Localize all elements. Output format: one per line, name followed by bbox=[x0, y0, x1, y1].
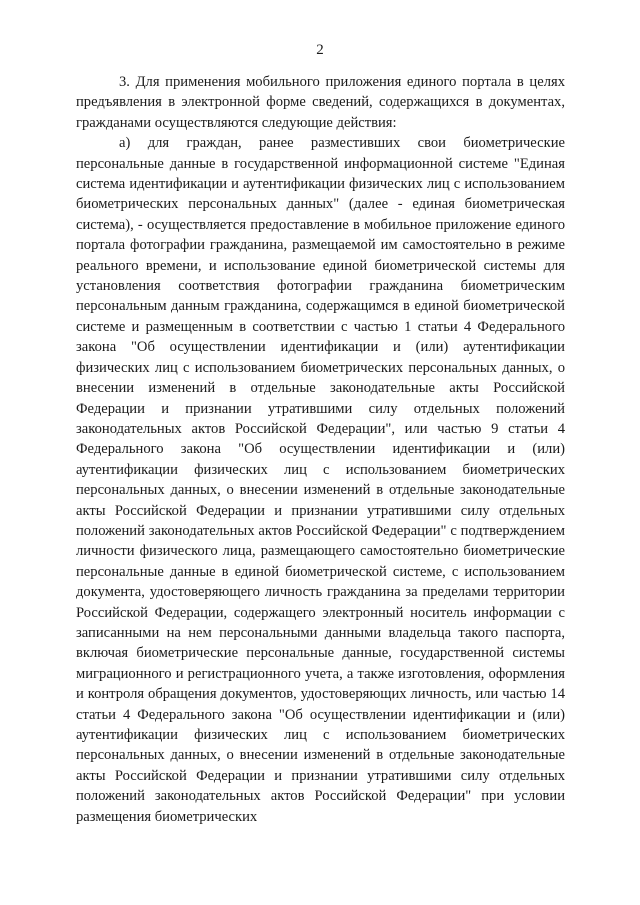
page-number: 2 bbox=[316, 42, 324, 58]
document-body bbox=[76, 72, 565, 827]
paragraph-subitem-a: а) для граждан, ранее разместивших свои биометрические персональные данные в государственной информационной системе "Единая система идентификации и аутентификации физических лиц с использованием биометрических персональных данных" (далее - единая биометрическая система), - осуществляется предоставление в мобильное приложение единого портала фотографии гражданина, размещаемой им самостоятельно в режиме реального времени, и использование единой биометрической системы для установления соответствия фотографии гражданина биометрическим персональным данным гражданина, содержащимся в единой биометрической системе и размещенным в соответствии с частью 1 статьи 4 Федерального закона "Об осуществлении идентификации и (или) аутентификации физических лиц с использованием биометрических персональных данных, о внесении изменений в отдельные законодательные акты Российской Федерации и признании утратившими силу отдельных положений законодательных актов Российской Федерации", или частью 9 статьи 4 Федерального закона "Об осуществлении идентификации и (или) аутентификации физических лиц с использованием биометрических персональных данных, о внесении изменений в отдельные законодательные акты Российской Федерации и признании утратившими силу отдельных положений законодательных актов Российской Федерации" с подтверждением личности физического лица, размещающего самостоятельно биометрические персональные данные в единой биометрической системе, с использованием документа, удостоверяющего личность гражданина за пределами территории Российской Федерации, содержащего электронный носитель информации с записанными на нем персональными данными владельца такого паспорта, включая биометрические персональные данные, государственной системы миграционного и регистрационного учета, а также изготовления, оформления и контроля обращения документов, удостоверяющих личность, или частью 14 статьи 4 Федерального закона "Об осуществлении идентификации и (или) аутентификации физических лиц с использованием биометрических персональных данных, о внесении изменений в отдельные законодательные акты Российской Федерации и признании утратившими силу отдельных положений законодательных актов Российской Федерации" при условии размещения биометрических bbox=[76, 135, 565, 825]
paragraph-item-3: 3. Для применения мобильного приложения единого портала в целях предъявления в электронной форме сведений, содержащихся в документах, гражданами осуществляются следующие действия: bbox=[76, 74, 565, 131]
